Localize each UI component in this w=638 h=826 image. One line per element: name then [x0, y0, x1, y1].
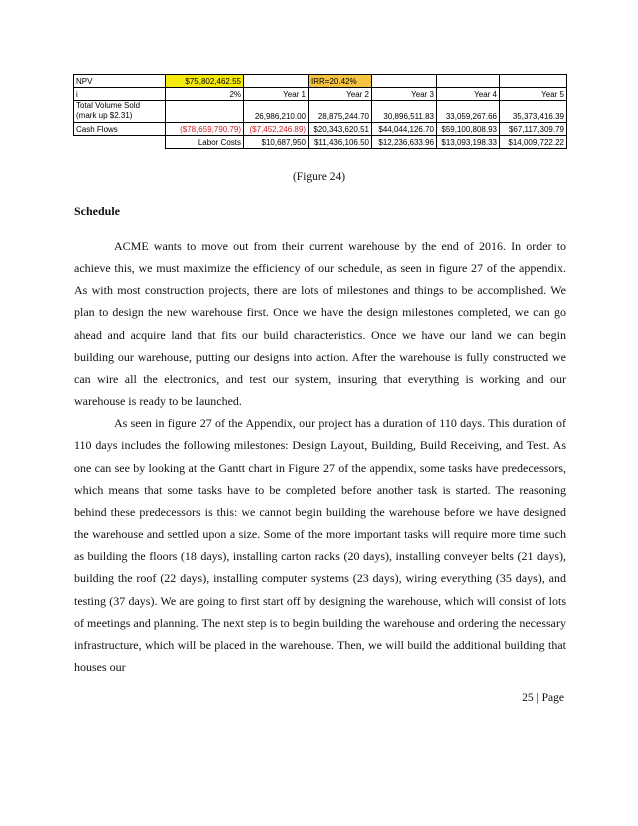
table-row: [74, 88, 567, 101]
year-header: Year 2: [309, 88, 372, 101]
paragraph: ACME wants to move out from their current warehouse by the end of 2016. In order to achieve this, we must maximize the efficiency of our schedule, as seen in figure 27 of the appendix. As with most construction projects, there are lots of milestones and things to be accomplished. We plan to design the new warehouse first. Once we have the design milestones completed, we can go ahead and acquire land that fits our build characteristics. Once we have our land we can begin building our warehouse, putting our designs into action. After the warehouse is fully constructed we can wire all the electronics, and test our system, insuring that everything is working and our warehouse is ready to be launched.: [74, 239, 566, 409]
figure-caption: (Figure 24): [292, 171, 346, 183]
table-cell: [372, 75, 437, 88]
npv-value: $75,802,462.55: [166, 75, 244, 88]
page-number: 25 | Page: [522, 692, 564, 704]
labor-cost-cell: $10,687,950: [244, 136, 309, 149]
labor-cost-cell: $12,236,633.96: [372, 136, 437, 149]
volume-label: [74, 101, 166, 123]
year-header: Year 5: [500, 88, 567, 101]
cash-flow-cell: ($78,659,790.79): [166, 123, 244, 136]
table-cell: [74, 136, 166, 149]
volume-label-line2: (mark up $2.31): [76, 111, 133, 120]
labor-cost-cell: $14,009,722.22: [500, 136, 567, 149]
labor-cost-cell: $13,093,198.33: [437, 136, 500, 149]
cash-flow-cell: ($7,452,246.89): [244, 123, 309, 136]
cash-flow-cell: $20,343,620.51: [309, 123, 372, 136]
volume-cell: 26,986,210.00: [244, 101, 309, 123]
labor-cost-cell: $11,436,106.50: [309, 136, 372, 149]
volume-label-line1: Total Volume Sold: [76, 101, 141, 110]
cash-flow-cell: $44,044,126.70: [372, 123, 437, 136]
labor-costs-label: Labor Costs: [166, 136, 244, 149]
year-header: Year 1: [244, 88, 309, 101]
table-cell: [166, 101, 244, 123]
table-row: [74, 101, 567, 123]
interest-label: i: [74, 88, 166, 101]
table-cell: [244, 75, 309, 88]
volume-cell: 35,373,416.39: [500, 101, 567, 123]
table-row: [74, 136, 567, 149]
section-heading: Schedule: [74, 204, 121, 218]
table-row: [74, 75, 567, 88]
npv-label: NPV: [74, 75, 166, 88]
cash-flow-cell: $67,117,309.79: [500, 123, 567, 136]
table-cell: [500, 75, 567, 88]
npv-cash-flow-table: [73, 74, 567, 149]
cash-flow-cell: $59,100,808.93: [437, 123, 500, 136]
volume-cell: 33,059,267.66: [437, 101, 500, 123]
irr-value: IRR=20.42%: [309, 75, 372, 88]
year-header: Year 3: [372, 88, 437, 101]
table-cell: [437, 75, 500, 88]
year-header: Year 4: [437, 88, 500, 101]
paragraph: As seen in figure 27 of the Appendix, our project has a duration of 110 days. This duration of 110 days includes the following milestones: Design Layout, Building, Build Receiving, and Test. As one can see by looking at the Gantt chart in Figure 27 of the appendix, some tasks have predecessors, which means that some tasks have to be completed before another task is started. The reasoning behind these predecessors is this: we cannot begin building the warehouse before we have designed the warehouse and settled upon a size. Some of the more important tasks will require more time such as building the floors (18 days), installing carton racks (20 days), installing conveyer belts (21 days), building the roof (22 days), installing computer systems (23 days), wiring everything (35 days), and testing (37 days). We are going to first start off by designing the warehouse, which will consist of lots of meetings and planning. The next step is to begin building the warehouse and ordering the necessary infrastructure, which will be placed in the warehouse. Then, we will build the additional building that houses our: [74, 416, 566, 674]
interest-value: 2%: [166, 88, 244, 101]
body-text: [74, 235, 566, 678]
volume-cell: 28,875,244.70: [309, 101, 372, 123]
volume-cell: 30,896,511.83: [372, 101, 437, 123]
table-row: [74, 123, 567, 136]
cash-flows-label: Cash Flows: [74, 123, 166, 136]
